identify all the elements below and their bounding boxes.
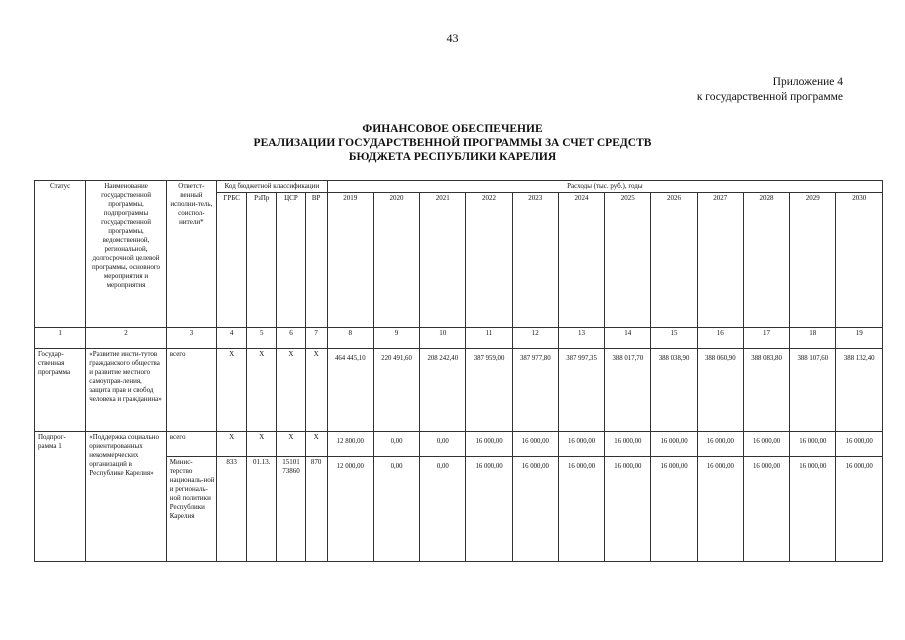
row-value: 388 017,70 [605, 349, 651, 432]
row-csr: Х [277, 432, 305, 457]
row-vr: 870 [305, 457, 327, 562]
row-value: 0,00 [373, 432, 419, 457]
row-value: 16 000,00 [466, 457, 512, 562]
row-value: 16 000,00 [466, 432, 512, 457]
appendix-line-2: к государственной программе [696, 91, 843, 103]
row-value: 12 000,00 [327, 457, 373, 562]
column-number: 12 [512, 328, 558, 349]
row-status: Подпрог-рамма 1 [35, 432, 86, 562]
header-year: 2019 [327, 193, 373, 328]
row-value: 388 060,90 [697, 349, 743, 432]
row-executor: Минис-терство националь-ной и региональ-ной политики Республики Карелия [166, 457, 216, 562]
row-value: 388 083,80 [743, 349, 789, 432]
row-value: 16 000,00 [605, 457, 651, 562]
row-grbs: Х [217, 349, 247, 432]
header-csr: ЦСР [277, 193, 305, 328]
row-name: «Поддержка социально ориентированных некоммерческих организаций в Республике Карелия» [86, 432, 166, 562]
row-value: 388 132,40 [836, 349, 883, 432]
row-value: 16 000,00 [697, 432, 743, 457]
row-value: 16 000,00 [651, 432, 697, 457]
row-csr: Х [277, 349, 305, 432]
header-year: 2022 [466, 193, 512, 328]
row-value: 16 000,00 [836, 457, 883, 562]
column-number: 15 [651, 328, 697, 349]
header-year: 2024 [558, 193, 604, 328]
row-value: 208 242,40 [420, 349, 466, 432]
header-year: 2026 [651, 193, 697, 328]
row-value: 16 000,00 [558, 457, 604, 562]
row-vr: Х [305, 349, 327, 432]
header-grbs: ГРБС [217, 193, 247, 328]
row-value: 0,00 [373, 457, 419, 562]
column-number: 18 [790, 328, 836, 349]
row-value: 16 000,00 [558, 432, 604, 457]
row-value: 16 000,00 [697, 457, 743, 562]
row-value: 387 959,00 [466, 349, 512, 432]
row-value: 16 000,00 [743, 457, 789, 562]
column-number: 19 [836, 328, 883, 349]
header-rzpr: РзПр [247, 193, 277, 328]
column-number-row [35, 328, 883, 349]
row-value: 16 000,00 [790, 432, 836, 457]
header-row [35, 181, 883, 193]
page-number: 43 [446, 31, 459, 45]
row-grbs: 833 [217, 457, 247, 562]
document-heading [0, 122, 905, 164]
header-year: 2030 [836, 193, 883, 328]
table-row [35, 349, 883, 432]
row-value: 388 107,60 [790, 349, 836, 432]
heading-line-2: РЕАЛИЗАЦИИ ГОСУДАРСТВЕННОЙ ПРОГРАММЫ ЗА СЧЕТ СРЕДСТВ [253, 137, 652, 149]
header-year: 2029 [790, 193, 836, 328]
row-csr: 15101 73860 [277, 457, 305, 562]
header-vr: ВР [305, 193, 327, 328]
row-value: 388 038,90 [651, 349, 697, 432]
row-value: 0,00 [420, 457, 466, 562]
row-value: 16 000,00 [605, 432, 651, 457]
row-value: 12 800,00 [327, 432, 373, 457]
header-year: 2020 [373, 193, 419, 328]
header-year: 2023 [512, 193, 558, 328]
header-year: 2021 [420, 193, 466, 328]
appendix-line-1: Приложение 4 [772, 76, 843, 88]
column-number: 9 [373, 328, 419, 349]
row-value: 16 000,00 [651, 457, 697, 562]
row-status: Государ-ственная программа [35, 349, 86, 432]
column-number: 7 [305, 328, 327, 349]
row-executor: всего [166, 432, 216, 457]
row-vr: Х [305, 432, 327, 457]
row-value: 220 491,60 [373, 349, 419, 432]
header-year: 2027 [697, 193, 743, 328]
table-row [35, 432, 883, 457]
column-number: 13 [558, 328, 604, 349]
header-expenses: Расходы (тыс. руб.), годы [327, 181, 882, 193]
row-rzpr: 01.13. [247, 457, 277, 562]
row-name: «Развитие инсти-тутов гражданского общества и развитие местного самоуправ-ления, защита прав и свобод человека и гражданина» [86, 349, 166, 432]
appendix-note [697, 75, 843, 105]
row-value: 16 000,00 [790, 457, 836, 562]
row-rzpr: Х [247, 349, 277, 432]
column-number: 17 [743, 328, 789, 349]
header-budget-code: Код бюджетной классификации [217, 181, 328, 193]
column-number: 4 [217, 328, 247, 349]
row-rzpr: Х [247, 432, 277, 457]
row-value: 16 000,00 [512, 432, 558, 457]
column-number: 8 [327, 328, 373, 349]
row-value: 16 000,00 [743, 432, 789, 457]
header-year: 2025 [605, 193, 651, 328]
row-value: 16 000,00 [836, 432, 883, 457]
column-number: 3 [166, 328, 216, 349]
header-status: Статус [35, 181, 86, 328]
column-number: 6 [277, 328, 305, 349]
row-executor: всего [166, 349, 216, 432]
column-number: 5 [247, 328, 277, 349]
column-number: 2 [86, 328, 166, 349]
row-value: 387 977,80 [512, 349, 558, 432]
column-number: 14 [605, 328, 651, 349]
column-number: 1 [35, 328, 86, 349]
column-number: 16 [697, 328, 743, 349]
column-number: 11 [466, 328, 512, 349]
row-grbs: Х [217, 432, 247, 457]
heading-line-3: БЮДЖЕТА РЕСПУБЛИКИ КАРЕЛИЯ [348, 151, 557, 163]
column-number: 10 [420, 328, 466, 349]
heading-line-1: ФИНАНСОВОЕ ОБЕСПЕЧЕНИЕ [362, 123, 543, 135]
row-value: 0,00 [420, 432, 466, 457]
row-value: 16 000,00 [512, 457, 558, 562]
header-executor: Ответст-венный исполни-тель, соиспол-нители* [166, 181, 216, 328]
financing-table [34, 180, 883, 562]
header-name: Наименование государственной программы, подпрограммы государственной программы, ведомственной, региональной, долгосрочной целевой программы, основного мероприятия и мероприятия [86, 181, 166, 328]
header-year: 2028 [743, 193, 789, 328]
row-value: 464 445,10 [327, 349, 373, 432]
row-value: 387 997,35 [558, 349, 604, 432]
